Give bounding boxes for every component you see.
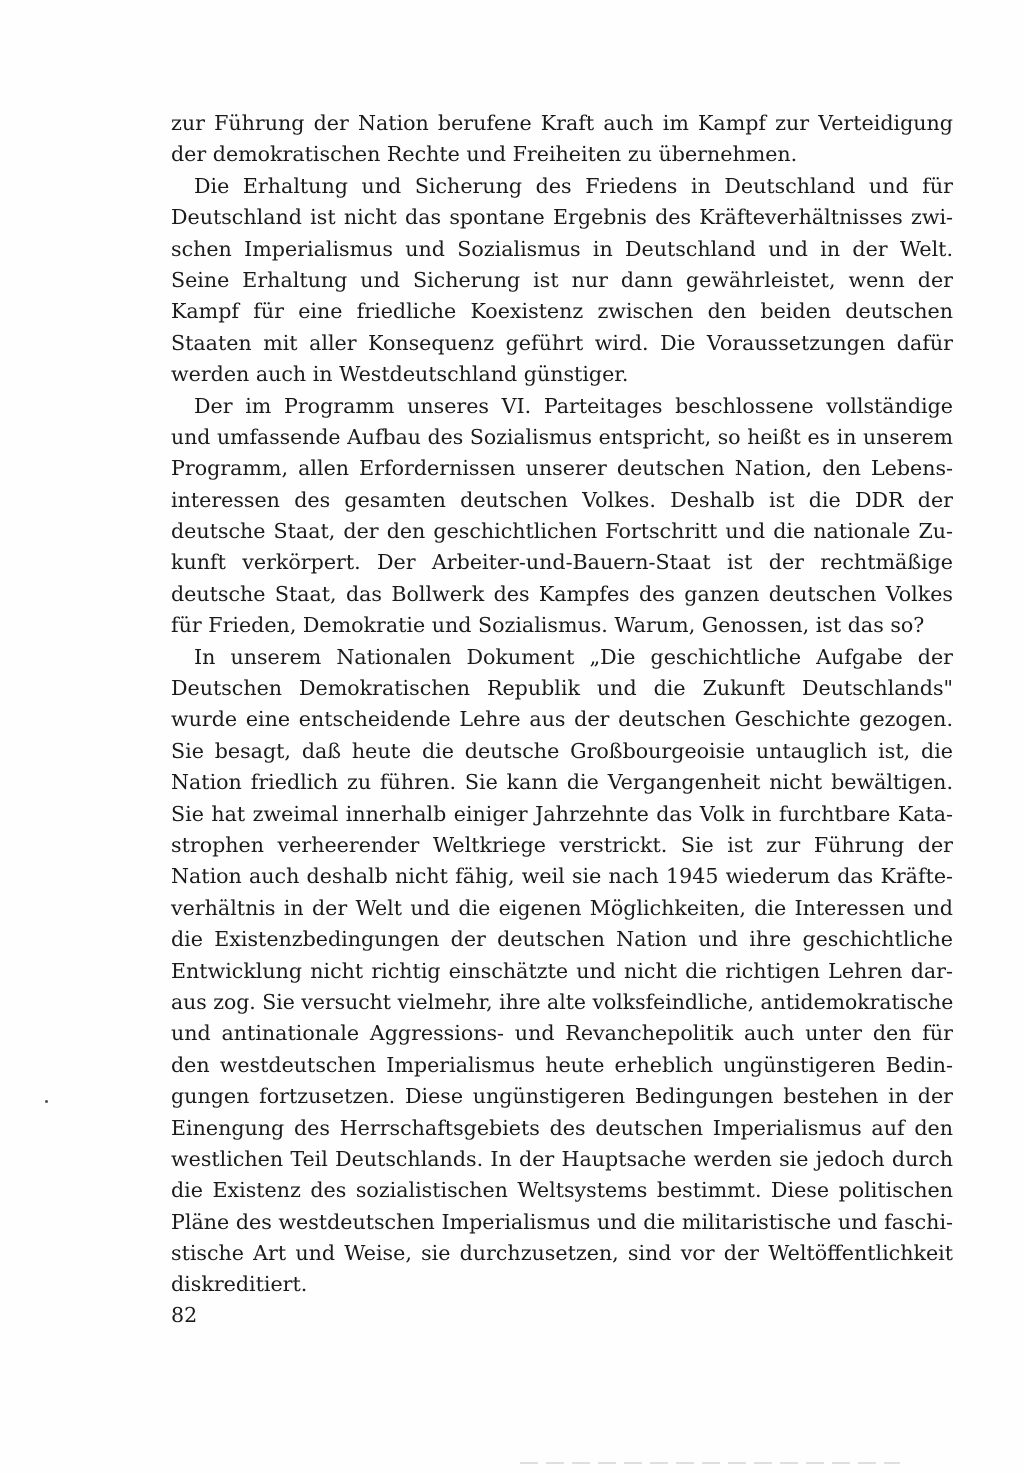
text-line: deutsche Staat, der den geschichtlichen Fortschritt und die nationale Zu- — [171, 519, 953, 544]
text-line: interessen des gesamten deutschen Volkes. Deshalb ist die DDR der — [171, 487, 953, 512]
text-line: Deutschland ist nicht das spontane Ergebnis des Kräfteverhältnisses zwi- — [171, 205, 953, 230]
text-line: zur Führung der Nation berufene Kraft auch im Kampf zur Verteidigung — [171, 111, 953, 135]
text-line: strophen verheerender Weltkriege verstrickt. Sie ist zur Führung der — [171, 832, 953, 857]
text-line: diskreditiert. — [171, 1272, 308, 1297]
text-line: wurde eine entscheidende Lehre aus der deutschen Geschichte gezogen. — [171, 707, 953, 732]
text-line: Pläne des westdeutschen Imperialismus und die militaristische und faschi- — [171, 1209, 953, 1234]
page-number: 82 — [171, 1303, 198, 1327]
text-line: werden auch in Westdeutschland günstiger. — [171, 362, 629, 387]
text-line: Nation friedlich zu führen. Sie kann die Vergangenheit nicht bewältigen. — [171, 770, 953, 795]
text-line: Programm, allen Erfordernissen unserer deutschen Nation, den Lebens- — [171, 456, 953, 481]
text-line: Entwicklung nicht richtig einschätzte und nicht die richtigen Lehren dar- — [171, 958, 953, 983]
body-text — [171, 108, 953, 1301]
text-line: stische Art und Weise, sie durchzusetzen, sind vor der Weltöffentlichkeit — [171, 1241, 953, 1266]
text-line: Staaten mit aller Konsequenz geführt wird. Die Voraussetzungen dafür — [171, 330, 953, 355]
text-line: Deutschen Demokratischen Republik und die Zukunft Deutschlands" — [171, 676, 953, 701]
text-line: der demokratischen Rechte und Freiheiten zu übernehmen. — [171, 142, 798, 167]
text-line: den westdeutschen Imperialismus heute erheblich ungünstigeren Bedin- — [171, 1052, 953, 1077]
text-line: die Existenz des sozialistischen Weltsystems bestimmt. Diese politischen — [171, 1178, 953, 1203]
text-line: und umfassende Aufbau des Sozialismus entspricht, so heißt es in unserem — [171, 424, 953, 449]
text-line: Der im Programm unseres VI. Parteitages beschlossene vollständige — [194, 393, 953, 418]
text-line: deutsche Staat, das Bollwerk des Kampfes des ganzen deutschen Volkes — [171, 581, 953, 606]
text-line: Sie hat zweimal innerhalb einiger Jahrzehnte das Volk in furchtbare Kata- — [171, 801, 953, 826]
text-line: schen Imperialismus und Sozialismus in Deutschland und in der Welt. — [171, 236, 953, 261]
text-line: kunft verkörpert. Der Arbeiter-und-Bauern-Staat ist der rechtmäßige — [171, 550, 953, 575]
text-line: In unserem Nationalen Dokument „Die geschichtliche Aufgabe der — [194, 644, 953, 669]
text-line: Seine Erhaltung und Sicherung ist nur dann gewährleistet, wenn der — [171, 267, 953, 292]
text-line: westlichen Teil Deutschlands. In der Hauptsache werden sie jedoch durch — [171, 1146, 953, 1171]
text-line: verhältnis in der Welt und die eigenen Möglichkeiten, die Interessen und — [171, 895, 953, 920]
text-line: gungen fortzusetzen. Diese ungünstigeren Bedingungen bestehen in der — [171, 1084, 953, 1109]
text-line: die Existenzbedingungen der deutschen Nation und ihre geschichtliche — [171, 927, 953, 952]
text-line: Einengung des Herrschaftsgebiets des deutschen Imperialismus auf den — [171, 1115, 953, 1140]
print-speck — [45, 1100, 48, 1103]
text-line: Die Erhaltung und Sicherung des Friedens in Deutschland und für — [194, 173, 953, 198]
text-line: aus zog. Sie versucht vielmehr, ihre alte volksfeindliche, antidemokratische — [171, 989, 954, 1014]
text-line: für Frieden, Demokratie und Sozialismus. Warum, Genossen, ist das so? — [171, 613, 925, 638]
text-line: und antinationale Aggressions- und Revanchepolitik auch unter den für — [171, 1021, 953, 1046]
text-line: Nation auch deshalb nicht fähig, weil sie nach 1945 wiederum das Kräfte- — [171, 864, 953, 889]
text-line: Kampf für eine friedliche Koexistenz zwischen den beiden deutschen — [171, 299, 953, 324]
text-line: Sie besagt, daß heute die deutsche Großbourgeoisie untauglich ist, die — [171, 738, 953, 763]
scan-smudge — [520, 1462, 900, 1464]
